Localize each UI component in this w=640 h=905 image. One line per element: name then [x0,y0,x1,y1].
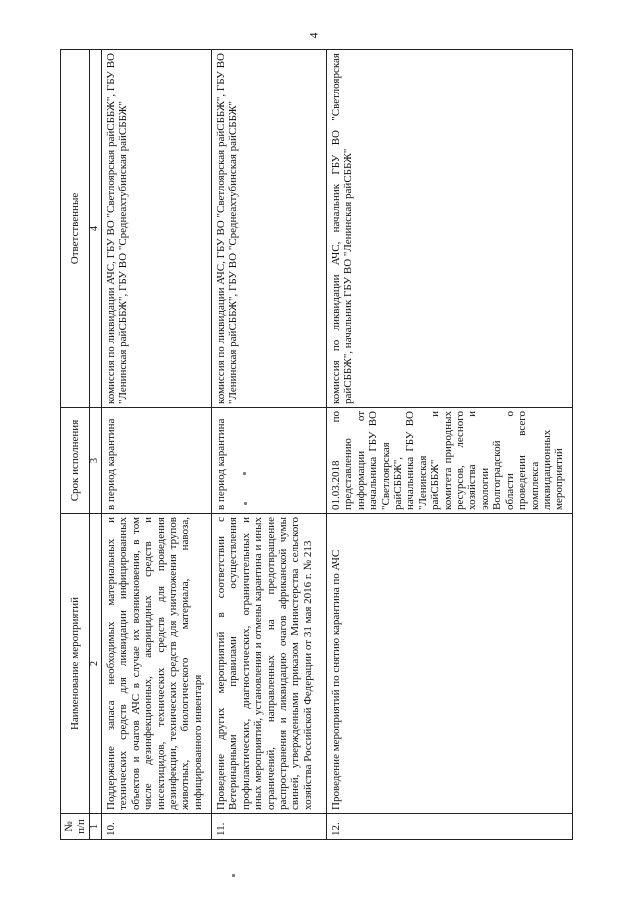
row-term: в период карантина [212,408,327,514]
header-name: Наименование мероприятий [61,514,90,814]
page-number: 4 [306,32,321,39]
scan-speck [244,502,247,505]
table-row [102,50,212,840]
row-event-name: Поддержание запаса необходимых материальных и технических средств для ликвидации инфицированных объектов и очагов АЧС в случае их возникновения, в том числе дезинфекционных, акарицидных средств и инсектицидов, технических средств для проведения дезинфекции, технических средств для уничтожения трупов животных, биологического материала, навоза, инфицированного инвентаря [102,514,212,814]
column-number: 2 [90,514,102,814]
table-row [212,50,327,840]
row-number: 11. [212,814,327,840]
scan-speck [232,874,235,877]
column-number: 4 [90,50,102,408]
table-row [327,50,573,840]
column-numbers-row [90,50,102,840]
row-term: 01.03.2018 по представлению информации от начальника ГБУ ВО "Светлоярская райСББЖ", начальника ГБУ ВО "Ленинская райСББЖ" и комитета природных ресурсов, лесного хозяйства и экологии Волгоградской области о проведении всего комплекса ликвидационных мероприятий [327,408,573,514]
row-responsible: комиссия по ликвидации АЧС, ГБУ ВО "Светлоярская райСББЖ", ГБУ ВО "Ленинская райСББЖ", ГБУ ВО "Среднеахтубинская райСББЖ" [212,50,327,408]
table-header-row [61,50,90,840]
column-number: 3 [90,408,102,514]
events-table [60,49,573,840]
row-number: 12. [327,814,573,840]
row-responsible: комиссия по ликвидации АЧС, начальник ГБУ ВО "Светлоярская райСББЖ", начальник ГБУ ВО "Ленинская райСББЖ" [327,50,573,408]
row-term: в период карантина [102,408,212,514]
header-responsible: Ответственные [61,50,90,408]
row-number: 10. [102,814,212,840]
scan-speck [243,472,246,475]
row-event-name: Проведение других мероприятий в соответствии с Ветеринарными правилами осуществления профилактических, диагностических, ограничительных и иных мероприятий, установления и отмены карантина и иных ограничений, направленных на предотвращение распространения и ликвидацию очагов африканской чумы свиней, утвержденными приказом Министерства сельского хозяйства Российской Федерации от 31 мая 2016 г. № 213 [212,514,327,814]
row-event-name: Проведение мероприятий по снятию карантина по АЧС [327,514,573,814]
row-responsible: комиссия по ликвидации АЧС, ГБУ ВО "Светлоярская райСББЖ", ГБУ ВО "Ленинская райСББЖ", ГБУ ВО "Среднеахтубинская райСББЖ" [102,50,212,408]
rotated-table-container [60,50,580,840]
column-number: 1 [90,814,102,840]
header-term: Срок исполнения [61,408,90,514]
header-num: № п/п [61,814,90,840]
